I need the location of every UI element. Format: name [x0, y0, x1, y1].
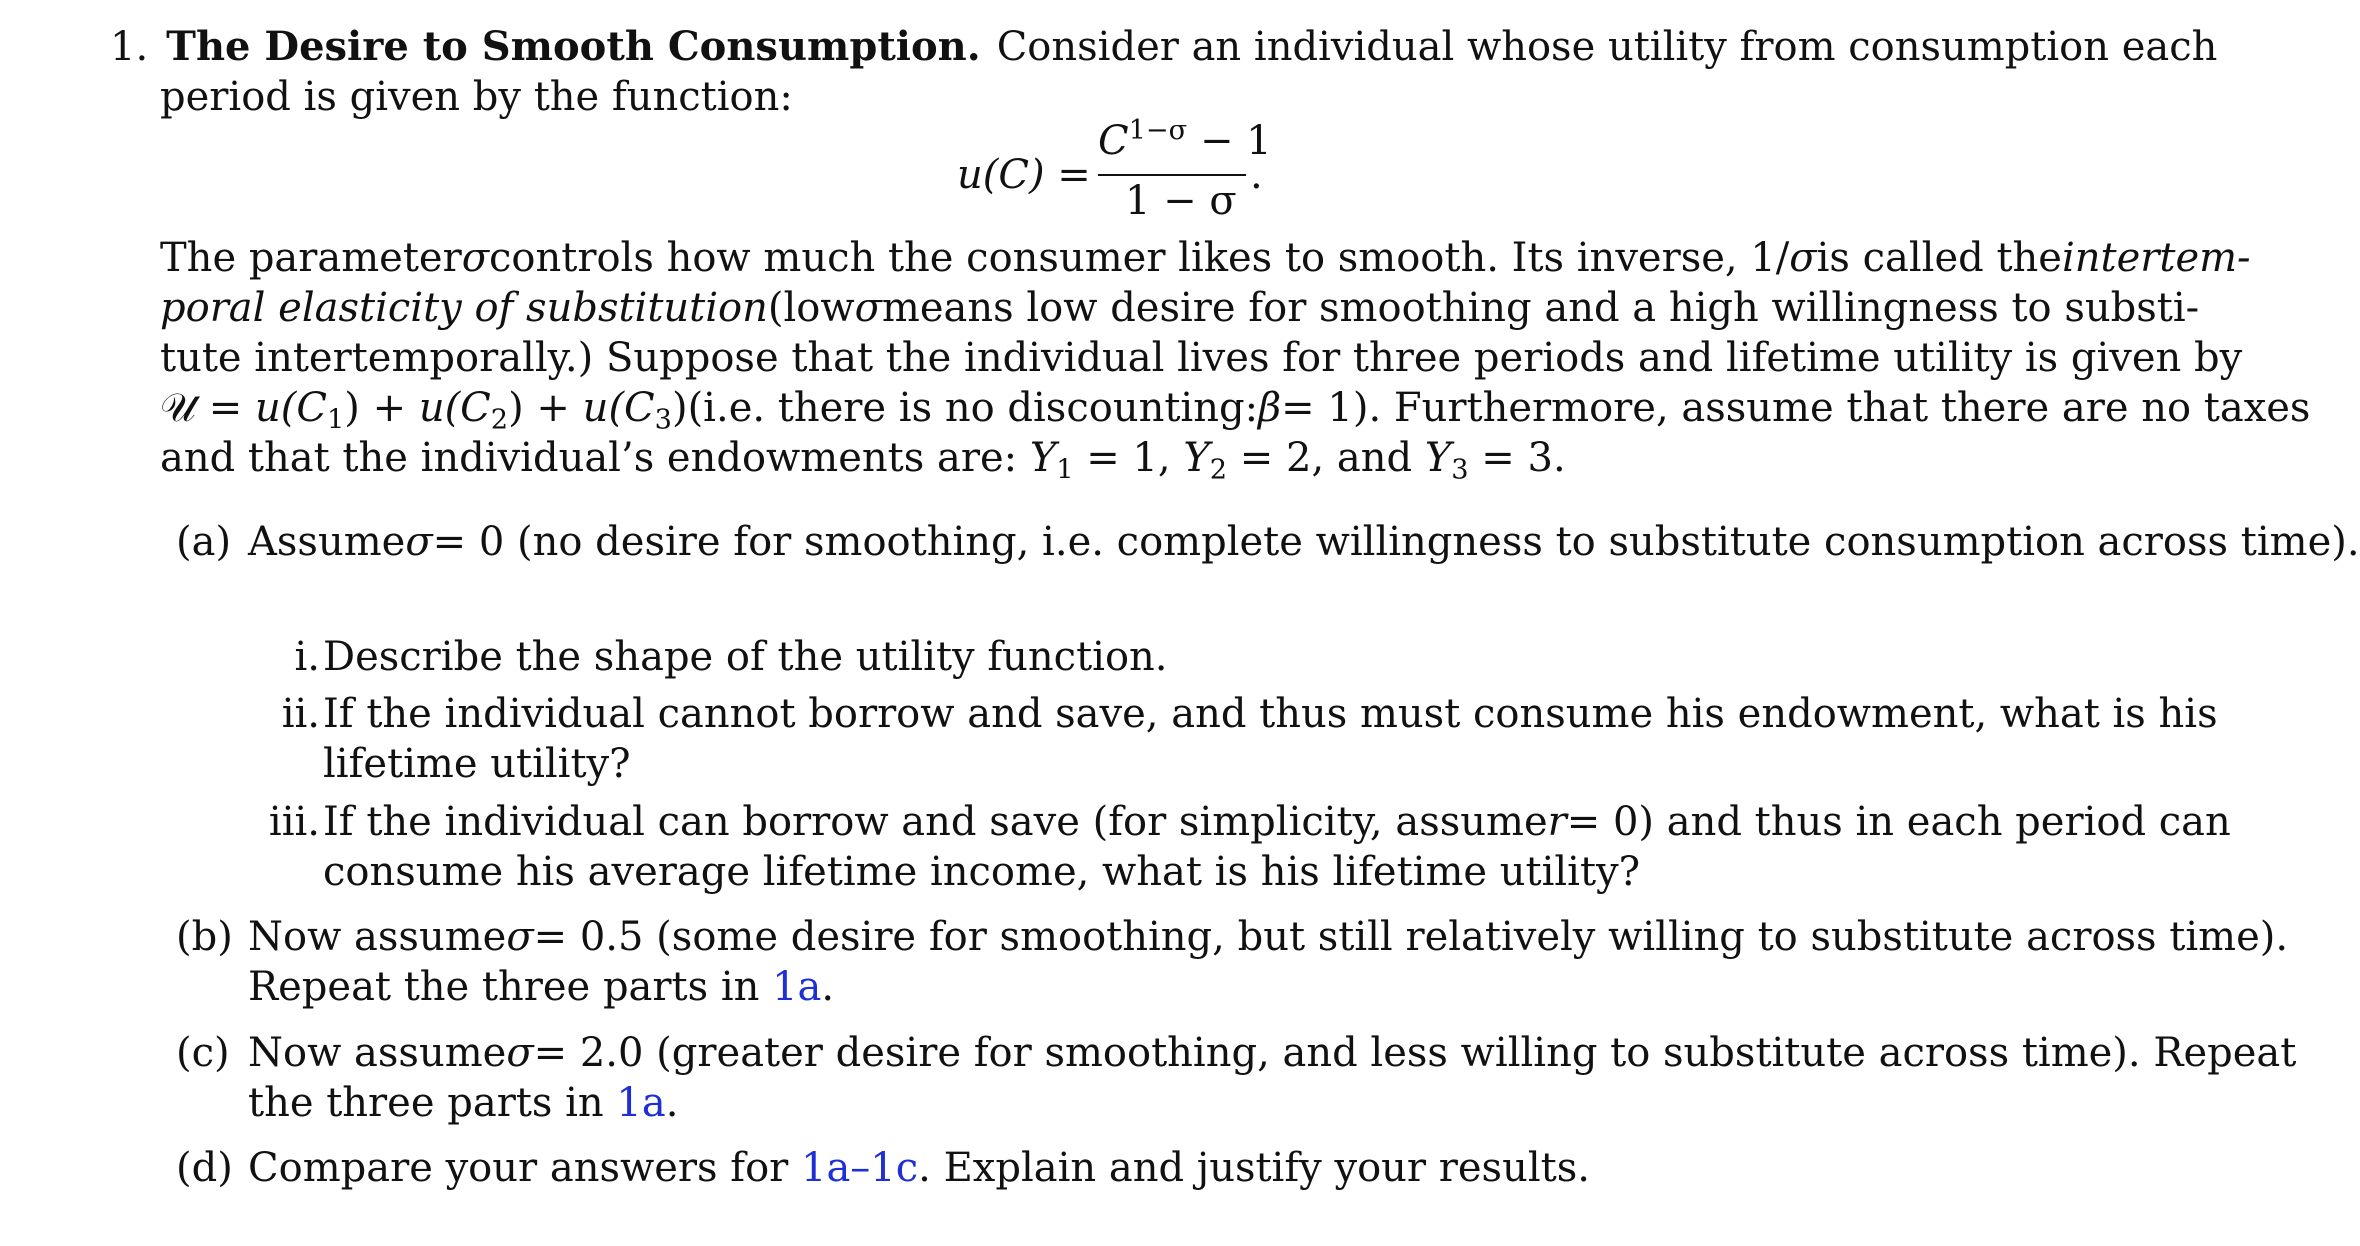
problem-heading-line	[110, 22, 2218, 72]
formula-numerator: $C^{1-\sigma} - 1$	[1098, 115, 1272, 164]
link-1a-1c[interactable]: 1a–1c	[801, 1145, 919, 1191]
item-iii-line2: consume his average lifetime income, what is his lifetime utility?	[323, 849, 1641, 895]
part-b-line2: Repeat the three parts in 1a.	[248, 964, 835, 1010]
part-c-label: (c)	[176, 1030, 230, 1076]
paragraph-line3: tute intertemporally.) Suppose that the individual lives for three periods and lifetime utility is given by	[160, 335, 2243, 381]
formula-lhs: u(C) =	[957, 152, 1091, 198]
item-ii-line2: lifetime utility?	[323, 741, 631, 787]
part-c-line2: the three parts in 1a.	[248, 1080, 679, 1126]
part-b-label: (b)	[176, 914, 233, 960]
item-i-label: i.	[294, 634, 320, 680]
paragraph-line1: The parameter σ controls how much the consumer likes to smooth. Its inverse, 1/ σ is called the intertem-	[160, 235, 2251, 281]
item-i-text: Describe the shape of the utility function.	[323, 634, 1168, 680]
part-c-line1: Now assume σ = 2.0 (greater desire for smoothing, and less willing to substitute across time). Repeat	[248, 1030, 2297, 1076]
problem-number: 1.	[110, 24, 149, 70]
problem-title: The Desire to Smooth Consumption.	[166, 23, 981, 70]
formula-denominator: 1 − σ	[1125, 178, 1237, 224]
part-b-line1: Now assume σ = 0.5 (some desire for smoothing, but still relatively willing to substitute across time).	[248, 914, 2289, 960]
link-1a[interactable]: 1a	[772, 964, 822, 1010]
part-d-label: (d)	[176, 1145, 233, 1191]
item-iii-line1: If the individual can borrow and save (for simplicity, assume r = 0) and thus in each period can	[323, 799, 2231, 845]
paragraph-line4: 𝒰 = $u(C_1) + u(C_2) + u(C_3)$ (i.e. there is no discounting: β = 1). Furthermore, assume that there are no taxes	[160, 385, 2311, 436]
formula-period: .	[1250, 152, 1263, 198]
item-ii-line1: If the individual cannot borrow and save, and thus must consume his endowment, what is his	[323, 691, 2218, 737]
part-d-text: Compare your answers for 1a–1c. Explain and justify your results.	[248, 1145, 1590, 1191]
problem-intro-line2: period is given by the function:	[160, 74, 793, 120]
part-a-text: Assume σ = 0 (no desire for smoothing, i.e. complete willingness to substitute consumption across time).	[248, 519, 2360, 565]
item-ii-label: ii.	[281, 691, 320, 737]
paragraph-line5: and that the individual’s endowments are: $Y_1 = 1$, $Y_2 = 2$, and $Y_3 = 3$.	[160, 435, 1566, 486]
link-1a[interactable]: 1a	[616, 1080, 666, 1126]
part-a-label: (a)	[176, 519, 232, 565]
problem-intro-line1: Consider an individual whose utility from consumption each	[996, 24, 2218, 70]
item-iii-label: iii.	[268, 799, 320, 845]
paragraph-line2: poral elasticity of substitution (low σ means low desire for smoothing and a high willingness to substi-	[160, 285, 2200, 331]
